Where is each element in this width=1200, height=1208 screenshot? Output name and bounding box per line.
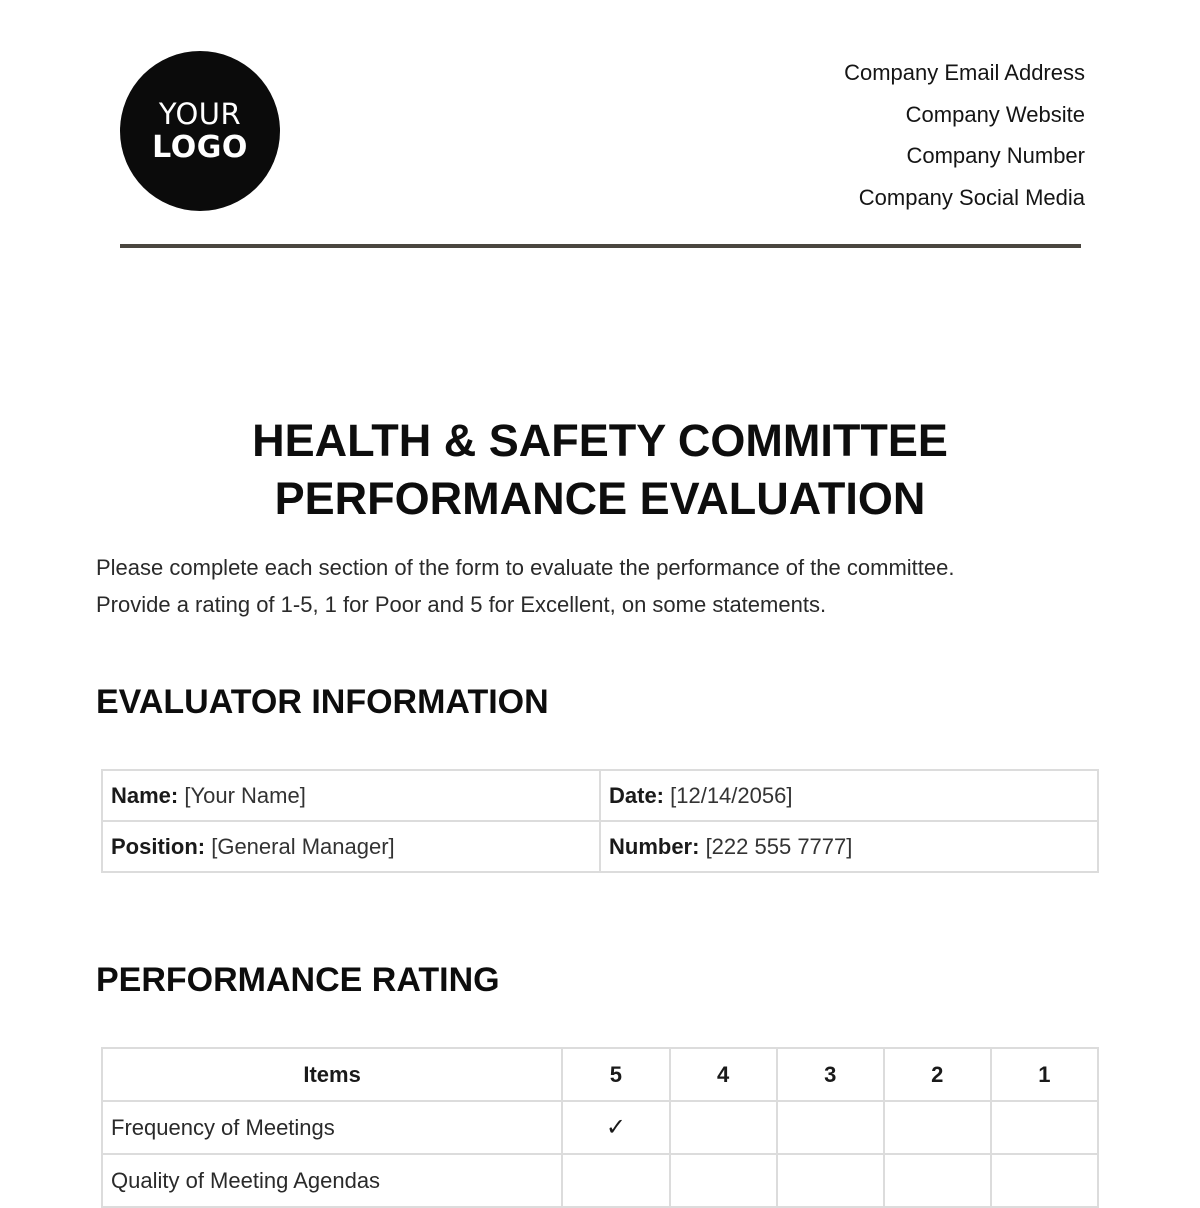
logo-line-2: LOGO (152, 130, 248, 165)
company-number: Company Number (906, 143, 1085, 169)
evaluator-section-heading: EVALUATOR INFORMATION (96, 683, 549, 721)
rating-section-heading: PERFORMANCE RATING (96, 961, 500, 999)
table-row (102, 770, 1098, 821)
number-label: Number: (609, 833, 700, 859)
logo-line-1: YOUR (158, 97, 242, 131)
table-row (102, 1101, 1098, 1154)
intro-line-2: Provide a rating of 1-5, 1 for Poor and 5 for Excellent, on some statements. (96, 592, 827, 617)
rating-cell-5[interactable] (562, 1154, 669, 1207)
table-header-row (102, 1048, 1098, 1101)
rating-cell-3[interactable] (777, 1101, 884, 1154)
company-email: Company Email Address (844, 60, 1085, 85)
performance-rating-table (101, 1047, 1099, 1208)
number-cell[interactable] (600, 821, 1098, 872)
intro-text (96, 549, 1106, 623)
document-title-line-2: PERFORMANCE EVALUATION (274, 473, 926, 524)
rating-item-label: Quality of Meeting Agendas (102, 1154, 562, 1207)
column-header-1: 1 (991, 1048, 1098, 1101)
rating-cell-4[interactable] (670, 1101, 777, 1154)
rating-cell-2[interactable] (884, 1101, 991, 1154)
table-row (102, 1154, 1098, 1207)
column-header-items: Items (102, 1048, 562, 1101)
intro-line-1: Please complete each section of the form to evaluate the performance of the committee. (96, 555, 955, 580)
company-website: Company Website (905, 101, 1085, 127)
number-value: [222 555 7777] (699, 833, 853, 859)
document-title (0, 412, 1200, 528)
document-title-line-1: HEALTH & SAFETY COMMITTEE (252, 415, 948, 466)
rating-item-label: Frequency of Meetings (102, 1101, 562, 1154)
date-value: [12/14/2056] (664, 782, 793, 808)
name-label: Name: (111, 782, 179, 808)
position-label: Position: (111, 833, 206, 859)
company-contact-block (844, 52, 1085, 219)
evaluator-info-table (101, 769, 1099, 873)
date-cell[interactable] (600, 770, 1098, 821)
date-label: Date: (609, 782, 665, 808)
rating-cell-1[interactable] (991, 1101, 1098, 1154)
rating-cell-5[interactable]: ✓ (562, 1101, 669, 1154)
rating-cell-2[interactable] (884, 1154, 991, 1207)
column-header-2: 2 (884, 1048, 991, 1101)
rating-cell-4[interactable] (670, 1154, 777, 1207)
header-divider (120, 244, 1081, 248)
company-social-media: Company Social Media (858, 185, 1085, 211)
column-header-3: 3 (777, 1048, 884, 1101)
rating-cell-1[interactable] (991, 1154, 1098, 1207)
name-value: [Your Name] (178, 782, 306, 808)
position-cell[interactable] (102, 821, 600, 872)
name-cell[interactable] (102, 770, 600, 821)
company-logo (120, 51, 280, 211)
column-header-5: 5 (562, 1048, 669, 1101)
column-header-4: 4 (670, 1048, 777, 1101)
position-value: [General Manager] (205, 833, 395, 859)
table-row (102, 821, 1098, 872)
rating-cell-3[interactable] (777, 1154, 884, 1207)
